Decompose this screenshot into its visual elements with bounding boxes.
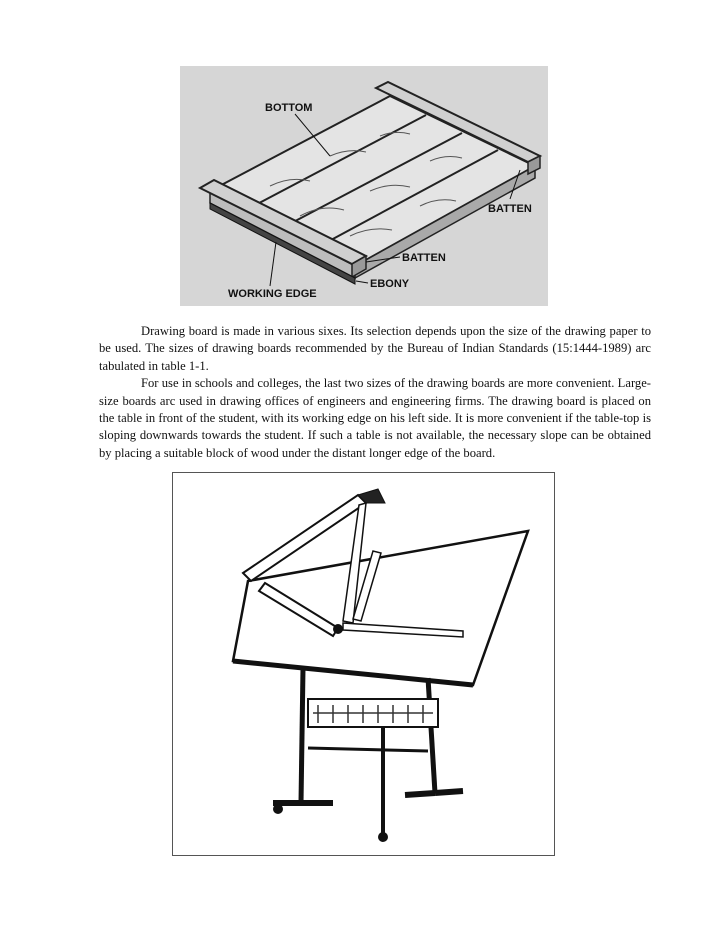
caster: [378, 832, 388, 842]
stand-leg-right: [428, 678, 435, 793]
leader-ebony: [356, 281, 368, 283]
drawing-board-figure: [180, 66, 548, 306]
label-bottom: BOTTOM: [265, 102, 313, 114]
label-batten-bottom: BATTEN: [402, 252, 446, 264]
paragraph-1: Drawing board is made in various sixes. Its selection depends upon the size of the drawing paper to be used. The sizes of drawing boards recommended by the Bureau of Indian Standards (15:1444-1989) arc tabulated in table 1-1.: [99, 324, 651, 373]
drawing-board-illustration: [180, 66, 548, 306]
caster: [273, 804, 283, 814]
drafting-table-figure: [172, 472, 555, 856]
cross-bar: [308, 748, 428, 751]
stand-leg-left: [301, 668, 303, 803]
foot-right: [405, 793, 435, 795]
label-batten-top: BATTEN: [488, 203, 532, 215]
label-ebony: EBONY: [370, 278, 410, 290]
paragraph-2: For use in schools and colleges, the last two sizes of the drawing boards are more convenient. Large-size boards arc used in drawing offices of engineers and engineering firms. The drawing board is placed on the table in front of the student, with its working edge on his left side. It is more convenient if the table-top is sloping downwards towards the student. If such a table is not available, the necessary slope can be obtained by placing a suitable block of wood under the distant longer edge of the board.: [99, 376, 651, 460]
body-text: [99, 323, 651, 462]
leader-working-edge: [270, 242, 276, 286]
label-working-edge: WORKING EDGE: [228, 288, 317, 300]
drafting-table-illustration: [173, 473, 554, 855]
foot-right-b: [435, 791, 463, 793]
protractor-head: [333, 624, 343, 634]
